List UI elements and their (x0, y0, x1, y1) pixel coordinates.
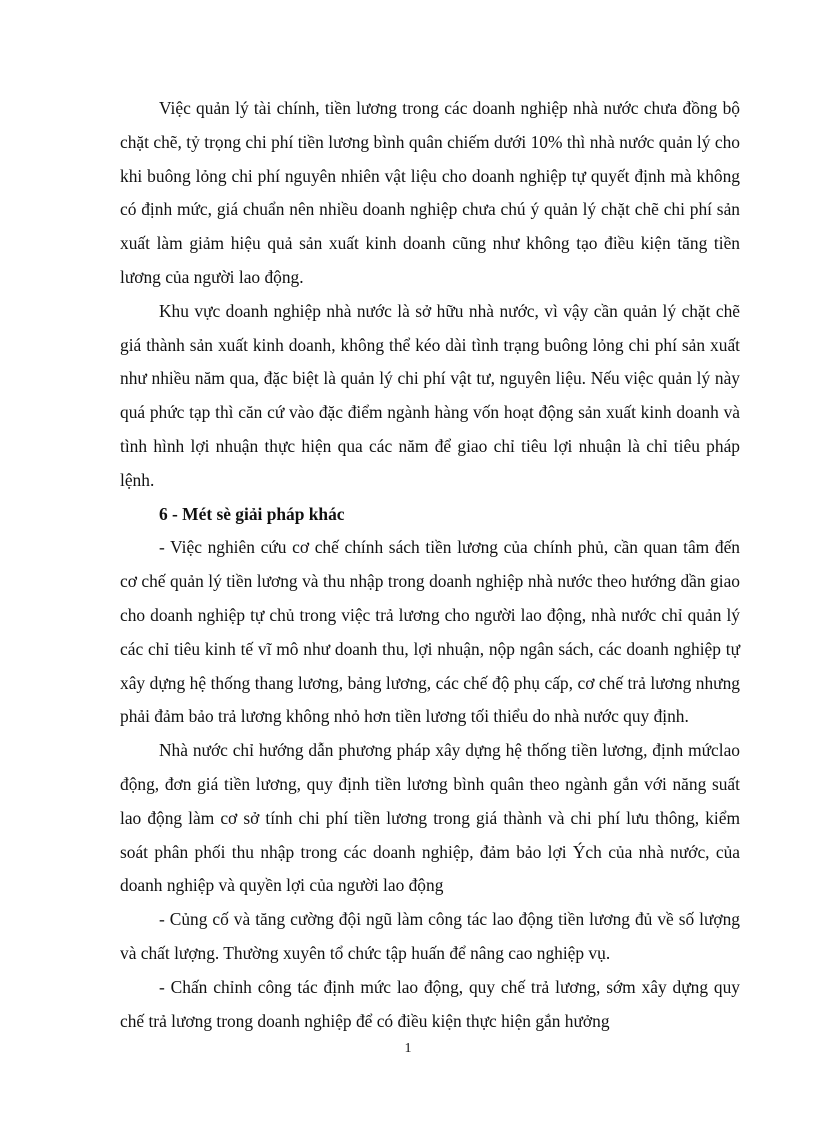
paragraph-state-guidance: Nhà nước chỉ hướng dẫn phương pháp xây dựng hệ thống tiền lương, định mứclao động, đơn giá tiền lương, quy định tiền lương bình quân theo ngành gắn với năng suất lao động làm cơ sở tính chi phí tiền lương trong giá thành và chi phí lưu thông, kiểm soát phân phối thu nhập trong các doanh nghiệp, đảm bảo lợi Ých của nhà nước, của doanh nghiệp và quyền lợi của người lao động (120, 740, 740, 896)
page-body (120, 92, 740, 1038)
paragraph-staff-strengthening: - Củng cố và tăng cường đội ngũ làm công tác lao động tiền lương đủ về số lượng và chất lượng. Thường xuyên tổ chức tập huấn để nâng cao nghiệp vụ. (120, 909, 740, 963)
paragraph-financial-management: Việc quản lý tài chính, tiền lương trong các doanh nghiệp nhà nước chưa đồng bộ chặt chẽ, tỷ trọng chi phí tiền lương bình quân chiếm dưới 10% thì nhà nước quản lý cho khi buông lỏng chi phí nguyên nhiên vật liệu cho doanh nghiệp tự quyết định mà không có định mức, giá chuẩn nên nhiều doanh nghiệp chưa chú ý quản lý chặt chẽ chi phí sản xuất làm giảm hiệu quả sản xuất kinh doanh cũng như không tạo điều kiện tăng tiền lương của người lao động. (120, 98, 740, 287)
paragraph-state-enterprise-sector: Khu vực doanh nghiệp nhà nước là sở hữu nhà nước, vì vậy cần quản lý chặt chẽ giá thành sản xuất kinh doanh, không thể kéo dài tình trạng buông lỏng chi phí sản xuất như nhiều năm qua, đặc biệt là quản lý chi phí vật tư, nguyên liệu. Nếu việc quản lý này quá phức tạp thì căn cứ vào đặc điểm ngành hàng vốn hoạt động sản xuất kinh doanh và tình hình lợi nhuận thực hiện qua các năm để giao chỉ tiêu lợi nhuận là chỉ tiêu pháp lệnh. (120, 300, 740, 490)
paragraph-labor-norms: - Chấn chỉnh công tác định mức lao động, quy chế trả lương, sớm xây dựng quy chế trả lương trong doanh nghiệp để có điều kiện thực hiện gắn hưởng (120, 976, 740, 1031)
page-number: 1 (404, 1041, 412, 1056)
section-heading: 6 - Mét sè giải pháp khác (159, 503, 345, 524)
paragraph-wage-policy-research: - Việc nghiên cứu cơ chế chính sách tiền lương của chính phủ, cần quan tâm đến cơ chế quản lý tiền lương và thu nhập trong doanh nghiệp nhà nước theo hướng dần giao cho doanh nghiệp tự chủ trong việc trả lương cho người lao động, nhà nước chỉ quản lý các chỉ tiêu kinh tế vĩ mô như doanh thu, lợi nhuận, nộp ngân sách, các doanh nghiệp tự xây dựng hệ thống thang lương, bảng lương, các chế độ phụ cấp, cơ chế trả lương nhưng phải đảm bảo trả lương không nhỏ hơn tiền lương tối thiểu do nhà nước quy định. (120, 537, 740, 727)
